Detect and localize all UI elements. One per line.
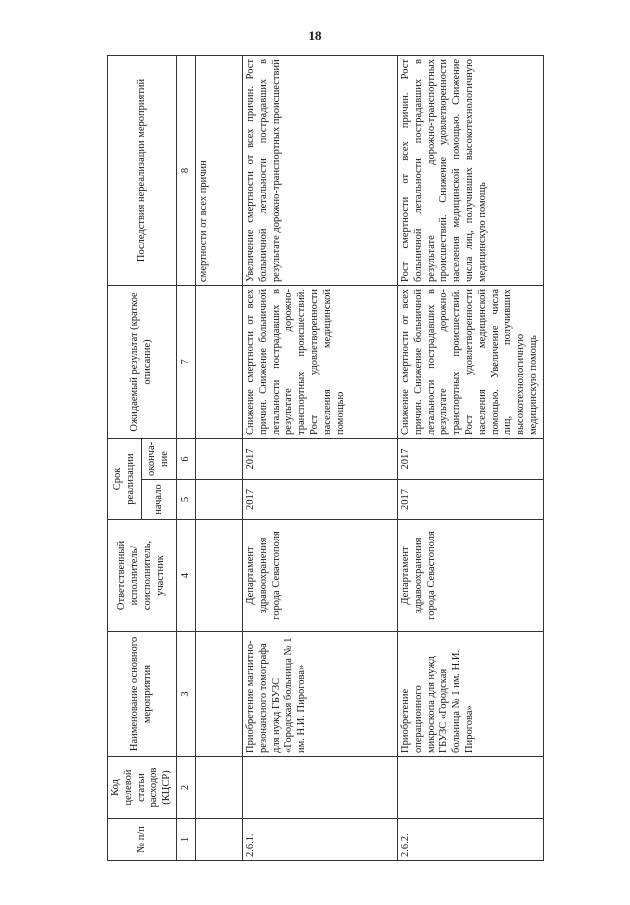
cell-responsible: Департамент здравоохранения города Севастополя [242, 520, 397, 632]
column-number: 7 [176, 285, 195, 438]
column-number: 4 [176, 520, 195, 632]
continuation-row [195, 55, 242, 860]
table-row [242, 55, 397, 860]
cell-name: Приобретение магнитно-резонансного томографа для нужд ГБУЗС «Городская больница № 1 им. Н.И. Пирогова» [242, 632, 397, 757]
header-consequences: Последствия нереализации мероприятий [108, 55, 177, 285]
cell-expected: Снижение смертности от всех причин. Снижение больничной летальности пострадавших в результате дорожно-транспортных происшествий. Рост удовлетворенности населения медицинской помощью. Увеличение числа лиц, получивших высокотехнологичную медицинскую помощь [397, 285, 543, 438]
header-start: начало [142, 480, 177, 520]
page-number: 18 [308, 28, 322, 43]
cell-num: 2.6.2. [397, 819, 543, 861]
header-responsible: Ответственный исполнитель/ соисполнитель, участник [108, 520, 177, 632]
header-code: Код целевой статьи расходов (КЦСР) [108, 757, 177, 819]
table-row [397, 55, 543, 860]
column-number: 8 [176, 55, 195, 285]
rotated-table-container [107, 56, 537, 861]
header-end: оконча-ние [142, 438, 177, 479]
header-name: Наименование основного мероприятия [108, 632, 177, 757]
cell-end: 2017 [397, 438, 543, 479]
header-row [108, 55, 142, 860]
column-number: 5 [176, 480, 195, 520]
cell-start: 2017 [397, 480, 543, 520]
cell-consequences: Увеличение смертности от всех причин. Рост больничной летальности пострадавших в результате дорожно-транспортных происшествий [242, 55, 397, 285]
cell-responsible [195, 520, 242, 632]
column-number: 2 [176, 757, 195, 819]
cell-expected: Снижение смертности от всех причин. Снижение больничной летальности пострадавших в результате дорожно-транспортных происшествий. Рост удовлетворенности населения медицинской помощью [242, 285, 397, 438]
cell-num: 2.6.1. [242, 819, 397, 861]
header-expected: Ожидаемый результат (краткое описание) [108, 285, 177, 438]
measures-table [107, 55, 544, 861]
column-number: 6 [176, 438, 195, 479]
header-num: № п/п [108, 819, 177, 861]
cell-responsible: Департамент здравоохранения города Севастополя [397, 520, 543, 632]
column-number: 3 [176, 632, 195, 757]
cell-code [195, 757, 242, 819]
cell-expected [195, 285, 242, 438]
cell-start: 2017 [242, 480, 397, 520]
header-period: Срок реализации [108, 438, 142, 519]
cell-consequences: Рост смертности от всех причин. Рост больничной летальности пострадавших в результате дорожно-транспортных происшествий. Снижение удовлетворенности населения медицинской помощью. Снижение числа лиц, получивших высокотехнологичную медицинскую помощь [397, 55, 543, 285]
column-number: 1 [176, 819, 195, 861]
cell-num [195, 819, 242, 861]
cell-consequences: смертности от всех причин [195, 55, 242, 285]
cell-end [195, 438, 242, 479]
cell-code [242, 757, 397, 819]
cell-end: 2017 [242, 438, 397, 479]
cell-start [195, 480, 242, 520]
column-number-row [176, 55, 195, 860]
cell-name [195, 632, 242, 757]
cell-name: Приобретение операционного микроскопа для нужд ГБУЗС «Городская больница № 1 им. Н.И. Пирогова» [397, 632, 543, 757]
cell-code [397, 757, 543, 819]
